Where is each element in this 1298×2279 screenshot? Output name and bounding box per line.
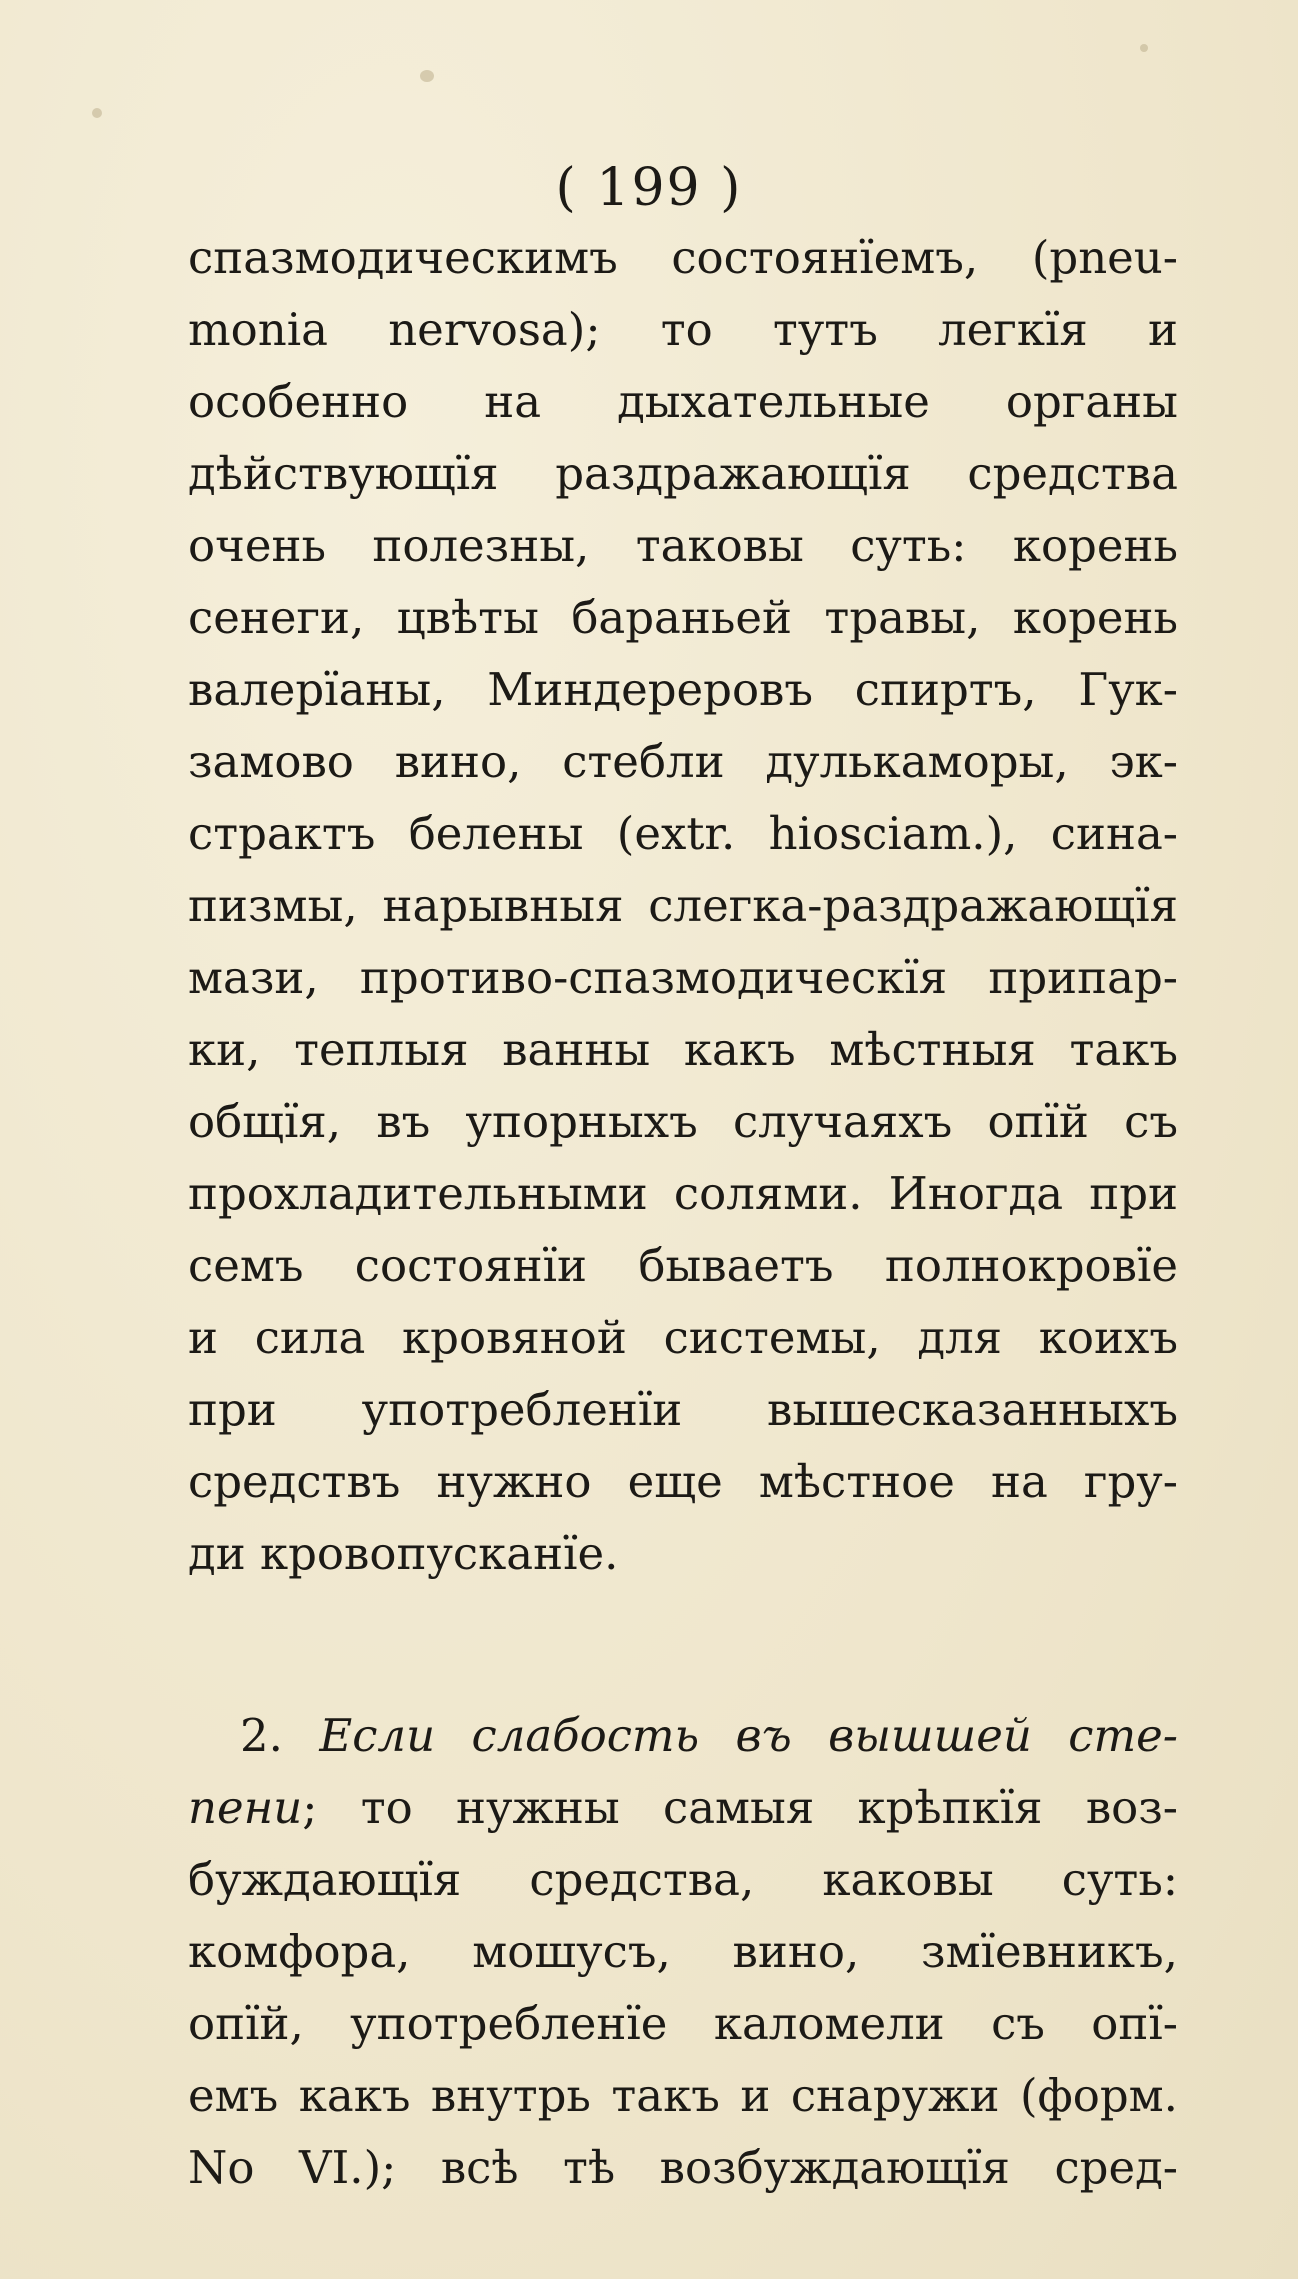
- text-line: monia nervosa); то тутъ легкїя и: [188, 303, 1178, 356]
- text-line: [188, 1700, 1178, 1772]
- paper-speck: [1140, 44, 1148, 52]
- text-line: семъ состоянїи бываетъ полнокровїе: [188, 1239, 1178, 1292]
- text-line: пизмы, нарывныя слегка-раздражающїя: [188, 879, 1178, 932]
- text-line: очень полезны, таковы суть: корень: [188, 519, 1178, 572]
- text-line: комфора, мошусъ, вино, змїевникъ,: [188, 1925, 1178, 1978]
- text-line: ки, теплыя ванны какъ мѣстныя такъ: [188, 1023, 1178, 1076]
- paper-speck: [420, 70, 434, 82]
- text-line: спазмодическимъ состоянїемъ, (pneu-: [188, 231, 1178, 284]
- text-line: прохладительными солями. Иногда при: [188, 1167, 1178, 1220]
- text-line: валерїаны, Миндереровъ спиртъ, Гук-: [188, 663, 1178, 716]
- italic-lead: Если слабость въ вышшей сте-: [319, 1709, 1178, 1762]
- line-rest: ; то нужны самыя крѣпкїя воз-: [302, 1781, 1178, 1834]
- text-line: сенеги, цвѣты бараньей травы, корень: [188, 591, 1178, 644]
- text-line: общїя, въ упорныхъ случаяхъ опїй съ: [188, 1095, 1178, 1148]
- text-line: дѣйствующїя раздражающїя средства: [188, 447, 1178, 500]
- text-line: страктъ белены (extr. hiosciam.), сина-: [188, 807, 1178, 860]
- text-line: замово вино, стебли дулькаморы, эк-: [188, 735, 1178, 788]
- paper-speck: [92, 108, 102, 118]
- text-line: емъ какъ внутрь такъ и снаружи (форм.: [188, 2069, 1178, 2122]
- text-line: [188, 1772, 1178, 1844]
- body-text: [188, 222, 1178, 2204]
- paragraph-gap: [188, 1590, 1178, 1700]
- text-line: буждающїя средства, каковы суть:: [188, 1853, 1178, 1906]
- text-line: No VI.); всѣ тѣ возбуждающїя сред-: [188, 2141, 1178, 2194]
- text-line: средствъ нужно еще мѣстное на гру-: [188, 1455, 1178, 1508]
- text-line: при употребленїи вышесказанныхъ: [188, 1383, 1178, 1436]
- paragraph-number: 2.: [240, 1709, 283, 1762]
- page-number: ( 199 ): [555, 158, 743, 218]
- text-line: опїй, употребленїе каломели съ опї-: [188, 1997, 1178, 2050]
- text-line: мази, противо-спазмодическїя припар-: [188, 951, 1178, 1004]
- text-line: ди кровопусканїе.: [188, 1527, 619, 1580]
- paragraph-2: [188, 1700, 1178, 2204]
- paragraph-1: [188, 222, 1178, 1590]
- text-line: и сила кровяной системы, для коихъ: [188, 1311, 1178, 1364]
- text-line: особенно на дыхательные органы: [188, 375, 1178, 428]
- italic-lead-end: пени: [188, 1781, 303, 1834]
